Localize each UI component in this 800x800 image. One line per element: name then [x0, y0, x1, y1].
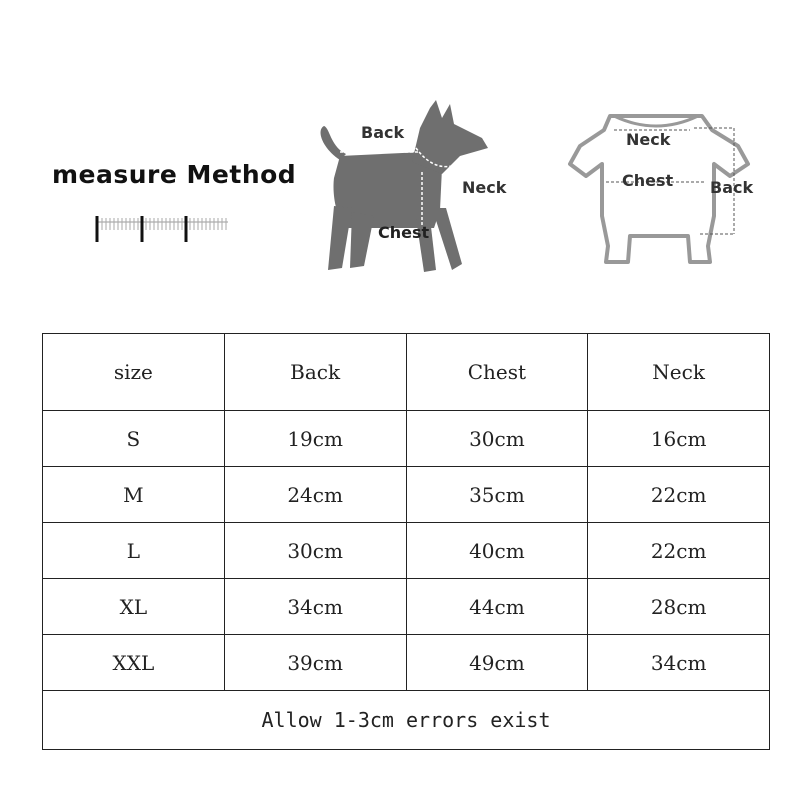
- table-row: [43, 579, 770, 635]
- cell-size: XL: [43, 579, 225, 635]
- suit-back-label: Back: [710, 178, 754, 197]
- cell-chest: 40cm: [406, 523, 588, 579]
- header-back: Back: [224, 334, 406, 411]
- header-neck: Neck: [588, 334, 770, 411]
- table-note-row: [43, 691, 770, 750]
- cell-back: 39cm: [224, 635, 406, 691]
- cell-back: 34cm: [224, 579, 406, 635]
- ruler-icon: [92, 210, 232, 246]
- cell-size: L: [43, 523, 225, 579]
- cell-neck: 22cm: [588, 467, 770, 523]
- cell-back: 30cm: [224, 523, 406, 579]
- cell-chest: 35cm: [406, 467, 588, 523]
- cell-neck: 16cm: [588, 411, 770, 467]
- cell-neck: 28cm: [588, 579, 770, 635]
- cell-chest: 30cm: [406, 411, 588, 467]
- measure-method-title: measure Method: [52, 160, 297, 189]
- header-size: size: [43, 334, 225, 411]
- cell-size: XXL: [43, 635, 225, 691]
- cell-back: 19cm: [224, 411, 406, 467]
- cell-size: M: [43, 467, 225, 523]
- header-chest: Chest: [406, 334, 588, 411]
- cell-chest: 44cm: [406, 579, 588, 635]
- table-row: [43, 467, 770, 523]
- dog-back-label: Back: [361, 123, 405, 142]
- cell-back: 24cm: [224, 467, 406, 523]
- cell-size: S: [43, 411, 225, 467]
- suit-chest-label: Chest: [622, 171, 674, 190]
- error-note: Allow 1-3cm errors exist: [43, 691, 770, 750]
- size-table: [42, 333, 770, 750]
- cell-neck: 22cm: [588, 523, 770, 579]
- table-row: [43, 411, 770, 467]
- table-row: [43, 523, 770, 579]
- cell-chest: 49cm: [406, 635, 588, 691]
- dog-chest-label: Chest: [378, 223, 430, 242]
- cell-neck: 34cm: [588, 635, 770, 691]
- table-header-row: [43, 334, 770, 411]
- table-row: [43, 635, 770, 691]
- suit-neck-label: Neck: [626, 130, 671, 149]
- dog-neck-label: Neck: [462, 178, 507, 197]
